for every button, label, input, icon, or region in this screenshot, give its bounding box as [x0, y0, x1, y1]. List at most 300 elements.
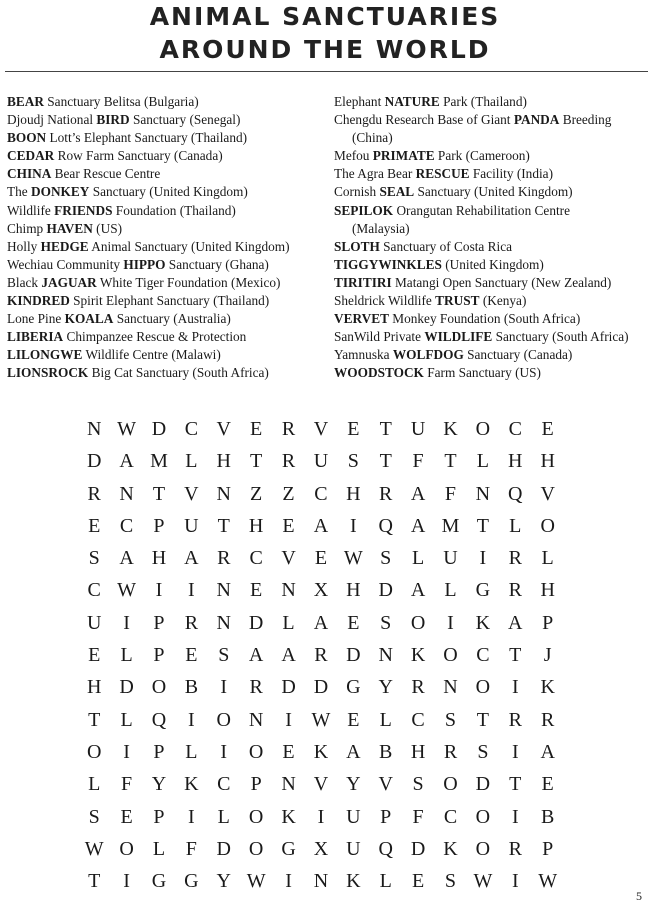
grid-letter: N — [86, 418, 102, 440]
grid-letter: T — [217, 514, 230, 537]
grid-letter: K — [540, 676, 555, 699]
entry-keyword: LIBERIA — [7, 329, 64, 345]
grid-letter: I — [220, 740, 228, 763]
grid-letter: Y — [378, 676, 393, 699]
grid-letter: A — [184, 547, 199, 570]
entry-prefix: Sheldrick Wildlife — [334, 293, 436, 309]
entry-keyword: SEAL — [379, 184, 415, 200]
grid-letter: R — [508, 708, 522, 731]
entry-text: Sanctuary (Ghana) — [165, 256, 269, 272]
sanctuary-entry — [334, 292, 650, 310]
entry-text: Orangutan Rehabilitation Centre — [393, 202, 570, 218]
grid-letter: P — [542, 611, 554, 634]
entry-keyword: TIGGYWINKLES — [334, 256, 442, 272]
grid-letter: W — [538, 870, 558, 893]
grid-letter: G — [151, 870, 167, 893]
grid-letter: L — [120, 708, 133, 731]
grid-letter: G — [475, 579, 491, 602]
grid-letter: N — [313, 870, 329, 893]
grid-letter: Y — [216, 870, 231, 893]
entry-prefix: Cornish — [334, 184, 380, 200]
entry-text: Sanctuary (South Africa) — [492, 329, 629, 345]
grid-letter: H — [346, 482, 361, 505]
grid-letter: R — [411, 676, 425, 699]
grid-letter: C — [184, 418, 199, 440]
sanctuary-entry — [7, 274, 329, 292]
grid-letter: I — [447, 611, 454, 634]
entry-text: Sanctuary (United Kingdom) — [414, 184, 573, 200]
grid-letter: R — [508, 837, 522, 860]
grid-letter: L — [185, 450, 198, 473]
grid-letter: I — [511, 805, 519, 828]
sanctuary-entry — [7, 147, 329, 165]
grid-letter: I — [123, 740, 130, 763]
entry-text: Farm Sanctuary (US) — [423, 365, 541, 381]
grid-letter: D — [216, 837, 231, 860]
grid-letter: D — [119, 676, 134, 699]
grid-letter: D — [86, 450, 102, 473]
grid-letter: S — [380, 547, 392, 570]
grid-letter: A — [248, 644, 264, 667]
grid-letter: I — [220, 676, 228, 699]
grid-letter: H — [346, 579, 361, 602]
grid-letter: P — [153, 514, 165, 537]
entry-keyword: CEDAR — [7, 148, 55, 164]
grid-letter: F — [412, 450, 424, 473]
grid-letter: I — [285, 708, 292, 731]
grid-letter: I — [317, 805, 325, 828]
grid-letter: H — [86, 676, 102, 699]
grid-letter: U — [86, 611, 102, 634]
grid-letter: U — [346, 805, 361, 828]
grid-letter: O — [86, 740, 102, 763]
grid-letter: S — [444, 708, 457, 731]
grid-letter: C — [411, 708, 425, 731]
entry-keyword: JAGUAR — [41, 274, 97, 290]
grid-letter: Q — [508, 482, 523, 505]
grid-letter: L — [282, 611, 295, 634]
grid-letter: D — [475, 773, 491, 796]
entry-prefix: Holly — [7, 238, 41, 254]
sanctuary-entry — [334, 147, 650, 165]
grid-letter: V — [281, 547, 296, 570]
entry-keyword: RESCUE — [415, 166, 470, 182]
grid-letter: C — [217, 773, 231, 796]
grid-letter: I — [511, 740, 519, 763]
grid-letter: N — [119, 482, 134, 505]
grid-letter: O — [475, 805, 491, 828]
entry-keyword: HEDGE — [40, 238, 89, 254]
grid-letter: I — [123, 870, 130, 893]
entry-keyword: PANDA — [513, 112, 560, 128]
sanctuary-entry — [334, 165, 650, 183]
grid-letter: D — [248, 611, 264, 634]
entry-keyword: BOON — [7, 130, 47, 146]
entry-prefix: Chengdu Research Base of Giant — [334, 112, 514, 128]
grid-letter: R — [379, 482, 393, 505]
grid-letter: L — [411, 547, 425, 570]
grid-letter: L — [541, 547, 554, 570]
grid-letter: A — [119, 547, 134, 570]
grid-letter: I — [349, 514, 357, 537]
grid-letter: A — [540, 740, 555, 763]
grid-letter: R — [217, 547, 231, 570]
grid-letter: R — [281, 418, 296, 440]
grid-letter: G — [184, 870, 199, 893]
grid-letter: E — [250, 418, 263, 440]
grid-letter: L — [509, 514, 522, 537]
grid-letter: Y — [151, 773, 167, 796]
sanctuary-entry — [334, 111, 650, 129]
grid-letter: C — [119, 514, 134, 537]
grid-letter: I — [511, 870, 519, 893]
grid-letter: T — [476, 708, 489, 731]
entry-text: Matangi Open Sanctuary (New Zealand) — [391, 274, 612, 290]
grid-letter: D — [313, 676, 329, 699]
entry-keyword: WILDLIFE — [424, 329, 493, 345]
grid-letter: W — [246, 870, 266, 893]
grid-letter: I — [511, 676, 519, 699]
sanctuary-entry — [334, 310, 650, 328]
entry-text: (United Kingdom) — [441, 256, 544, 272]
entry-keyword: KINDRED — [7, 293, 70, 309]
entry-text: Breeding — [559, 112, 612, 128]
grid-letter: Z — [250, 482, 263, 505]
sanctuary-entry — [7, 238, 329, 256]
grid-letter: U — [443, 547, 458, 570]
grid-letter: T — [509, 773, 522, 796]
grid-letter: X — [313, 837, 329, 860]
grid-letter: S — [88, 805, 100, 828]
grid-letter: R — [314, 644, 328, 667]
grid-letter: F — [412, 805, 424, 828]
grid-letter: R — [540, 708, 555, 731]
grid-letter: V — [313, 773, 329, 796]
grid-letter: T — [476, 514, 489, 537]
entry-text: Animal Sanctuary (United Kingdom) — [88, 238, 290, 254]
title-line-2: AROUND THE WORLD — [159, 35, 491, 64]
grid-letter: V — [540, 482, 555, 505]
grid-letter: R — [184, 611, 199, 634]
grid-letter: A — [119, 450, 134, 473]
grid-letter: I — [479, 547, 487, 570]
grid-letter: P — [380, 805, 392, 828]
grid-letter: M — [150, 450, 168, 473]
sanctuary-entry — [7, 328, 329, 346]
grid-letter: N — [378, 644, 393, 667]
sanctuary-list-right — [334, 93, 650, 383]
entry-prefix: Lone Pine — [7, 311, 65, 327]
grid-letter: I — [285, 870, 292, 893]
sanctuary-entry — [7, 256, 329, 274]
entry-text: Wildlife Centre (Malawi) — [82, 347, 221, 363]
grid-letter: N — [248, 708, 264, 731]
grid-letter: P — [153, 644, 165, 667]
entry-text: (Kenya) — [479, 293, 527, 309]
grid-letter: K — [184, 773, 199, 796]
sanctuary-entry — [7, 183, 329, 201]
entry-prefix: Wechiau Community — [7, 256, 124, 272]
grid-letter: I — [188, 805, 195, 828]
entry-keyword: LIONSROCK — [7, 365, 89, 381]
entry-text: Lott’s Elephant Sanctuary (Thailand) — [46, 130, 248, 146]
grid-letter: D — [410, 837, 426, 860]
sanctuary-list-left — [7, 93, 329, 383]
sanctuary-entry — [7, 111, 329, 129]
entry-prefix: Elephant — [334, 94, 385, 109]
page-title — [0, 0, 650, 66]
grid-letter: H — [248, 514, 264, 537]
entry-keyword: PRIMATE — [372, 148, 435, 164]
grid-letter: D — [281, 676, 296, 699]
grid-letter: V — [378, 773, 393, 796]
grid-letter: N — [281, 773, 296, 796]
entry-keyword: CHINA — [7, 166, 52, 182]
entry-keyword: NATURE — [384, 94, 440, 109]
entry-keyword: HAVEN — [46, 220, 93, 236]
grid-letter: V — [216, 418, 231, 440]
sanctuary-entry — [334, 364, 650, 382]
grid-letter: U — [410, 418, 426, 440]
sanctuary-entry — [334, 93, 650, 111]
grid-letter: O — [475, 837, 491, 860]
entry-text: Sanctuary (United Kingdom) — [89, 184, 248, 200]
grid-letter: E — [314, 547, 328, 570]
grid-letter: L — [379, 708, 392, 731]
entry-prefix: Chimp — [7, 220, 47, 236]
grid-letter: H — [216, 450, 231, 473]
grid-letter: I — [123, 611, 130, 634]
entry-keyword: LILONGWE — [7, 347, 83, 363]
grid-letter: K — [313, 740, 329, 763]
entry-text: Sanctuary of Costa Rica — [379, 238, 513, 254]
entry-text: Row Farm Sanctuary (Canada) — [54, 148, 223, 164]
grid-letter: P — [153, 611, 165, 634]
entry-keyword: TRUST — [435, 293, 480, 309]
grid-letter: O — [410, 611, 426, 634]
title-divider — [5, 71, 648, 72]
grid-letter: O — [248, 805, 264, 828]
entry-prefix: Mefou — [334, 148, 373, 164]
grid-letter: L — [444, 579, 457, 602]
entry-text: Sanctuary (Canada) — [463, 347, 573, 363]
entry-text: Chimpanzee Rescue & Protection — [63, 329, 247, 345]
grid-letter: M — [441, 514, 460, 537]
grid-letter: Q — [378, 837, 393, 860]
grid-letter: T — [152, 482, 166, 505]
sanctuary-entry — [334, 183, 650, 201]
sanctuary-entry — [7, 129, 329, 147]
sanctuary-entry — [7, 93, 329, 111]
sanctuary-entry — [334, 346, 650, 364]
grid-letter: O — [119, 837, 134, 860]
grid-letter: L — [88, 773, 101, 796]
grid-letter: P — [153, 805, 165, 828]
sanctuary-entry — [7, 165, 329, 183]
grid-letter: I — [155, 579, 163, 602]
grid-letter: E — [88, 514, 101, 537]
grid-letter: G — [281, 837, 296, 860]
grid-letter: Y — [346, 773, 361, 796]
page-number: 5 — [636, 889, 642, 903]
entry-text: Big Cat Sanctuary (South Africa) — [88, 365, 269, 381]
sanctuary-entry-continuation: (Malaysia) — [352, 220, 410, 236]
grid-letter: S — [412, 773, 424, 796]
entry-text: Foundation (Thailand) — [112, 202, 236, 218]
sanctuary-entry — [7, 220, 329, 238]
grid-letter: L — [120, 644, 133, 667]
grid-letter: T — [444, 450, 457, 473]
grid-letter: E — [250, 579, 263, 602]
grid-letter: O — [475, 676, 491, 699]
entry-prefix: Djoudj National — [7, 112, 97, 128]
grid-letter: C — [87, 579, 101, 602]
grid-letter: N — [216, 482, 231, 505]
entry-text: Sanctuary Belitsa (Bulgaria) — [43, 94, 199, 109]
grid-letter: R — [508, 579, 522, 602]
grid-letter: S — [88, 547, 100, 570]
grid-letter: O — [540, 514, 555, 537]
grid-letter: O — [248, 837, 264, 860]
grid-letter: Q — [378, 514, 393, 537]
grid-letter: E — [347, 418, 360, 440]
entry-keyword: TIRITIRI — [334, 274, 392, 290]
grid-letter: A — [410, 514, 426, 537]
grid-letter: E — [88, 644, 101, 667]
grid-letter: E — [411, 870, 425, 893]
entry-keyword: WOLFDOG — [392, 347, 464, 363]
grid-letter: D — [378, 579, 393, 602]
grid-letter: R — [249, 676, 263, 699]
grid-letter: K — [443, 418, 458, 440]
sanctuary-entry — [7, 310, 329, 328]
grid-letter: N — [216, 611, 231, 634]
grid-letter: B — [184, 676, 199, 699]
grid-letter: J — [543, 644, 552, 667]
grid-letter: S — [444, 870, 457, 893]
entry-keyword: KOALA — [64, 311, 114, 327]
grid-letter: L — [152, 837, 166, 860]
grid-letter: K — [443, 837, 458, 860]
entry-keyword: VERVET — [334, 311, 389, 327]
grid-letter: T — [379, 418, 392, 440]
grid-letter: R — [443, 740, 458, 763]
entry-text: (US) — [92, 220, 123, 236]
entry-prefix: Yamnuska — [334, 347, 393, 363]
grid-letter: L — [217, 805, 230, 828]
grid-letter: A — [313, 514, 329, 537]
grid-letter: U — [346, 837, 361, 860]
grid-letter: E — [282, 514, 295, 537]
grid-letter: W — [473, 870, 493, 893]
grid-letter: W — [84, 837, 104, 860]
grid-letter: T — [509, 644, 522, 667]
sanctuary-entry — [7, 202, 329, 220]
grid-letter: E — [347, 611, 360, 634]
grid-letter: W — [343, 547, 363, 570]
sanctuary-entry-continuation: (China) — [352, 130, 393, 146]
grid-letter: L — [185, 740, 198, 763]
grid-letter: T — [88, 708, 101, 731]
grid-letter: G — [346, 676, 361, 699]
grid-letter: E — [347, 708, 360, 731]
grid-letter: T — [379, 450, 392, 473]
grid-letter: L — [476, 450, 489, 473]
entry-keyword: BIRD — [96, 112, 130, 128]
grid-letter: I — [188, 708, 195, 731]
entry-text: Monkey Foundation (South Africa) — [388, 311, 581, 327]
grid-letter: O — [443, 644, 458, 667]
sanctuary-entry — [334, 256, 650, 274]
grid-letter: P — [153, 740, 165, 763]
grid-letter: Z — [282, 482, 295, 505]
grid-letter: I — [188, 579, 195, 602]
grid-letter: T — [250, 450, 263, 473]
grid-letter: P — [250, 773, 262, 796]
grid-letter: R — [508, 547, 522, 570]
grid-letter: H — [410, 740, 426, 763]
word-search-grid — [78, 413, 564, 897]
grid-letter: H — [540, 450, 555, 473]
entry-keyword: DONKEY — [31, 184, 90, 200]
grid-letter: T — [88, 870, 101, 893]
grid-letter: C — [443, 805, 458, 828]
grid-letter: C — [314, 482, 328, 505]
grid-letter: S — [218, 644, 230, 667]
grid-letter: Q — [151, 708, 167, 731]
grid-letter: A — [313, 611, 329, 634]
sanctuary-entry — [7, 364, 329, 382]
entry-prefix: Wildlife — [7, 202, 55, 218]
entry-text: Bear Rescue Centre — [51, 166, 161, 182]
grid-letter: S — [380, 611, 392, 634]
grid-letter: B — [379, 740, 393, 763]
entry-text: Spirit Elephant Sanctuary (Thailand) — [69, 293, 270, 309]
grid-letter: A — [410, 579, 426, 602]
grid-letter: U — [313, 450, 329, 473]
sanctuary-entry — [7, 292, 329, 310]
grid-letter: D — [346, 644, 361, 667]
grid-letter: A — [346, 740, 361, 763]
grid-letter: O — [443, 773, 458, 796]
entry-prefix: The — [7, 184, 31, 200]
grid-letter: S — [347, 450, 359, 473]
grid-letter: E — [185, 644, 198, 667]
entry-text: Sanctuary (Australia) — [113, 311, 231, 327]
sanctuary-entry — [334, 328, 650, 346]
grid-letter: C — [508, 418, 522, 440]
grid-letter: F — [121, 773, 133, 796]
entry-keyword: WOODSTOCK — [334, 365, 424, 381]
grid-letter: C — [476, 644, 490, 667]
grid-letter: K — [281, 805, 296, 828]
grid-letter: N — [216, 579, 231, 602]
entry-keyword: SLOTH — [334, 238, 380, 254]
entry-text: White Tiger Foundation (Mexico) — [96, 274, 281, 290]
entry-text: Park (Cameroon) — [434, 148, 530, 164]
sanctuary-entry — [334, 274, 650, 292]
entry-prefix: Black — [7, 274, 42, 290]
grid-letter: V — [184, 482, 199, 505]
grid-letter: D — [151, 418, 167, 440]
grid-letter: O — [475, 418, 491, 440]
grid-letter: U — [184, 514, 199, 537]
sanctuary-entry — [334, 238, 650, 256]
entry-prefix: SanWild Private — [334, 329, 425, 345]
grid-letter: E — [282, 740, 295, 763]
grid-letter: A — [508, 611, 523, 634]
grid-letter: A — [281, 644, 296, 667]
